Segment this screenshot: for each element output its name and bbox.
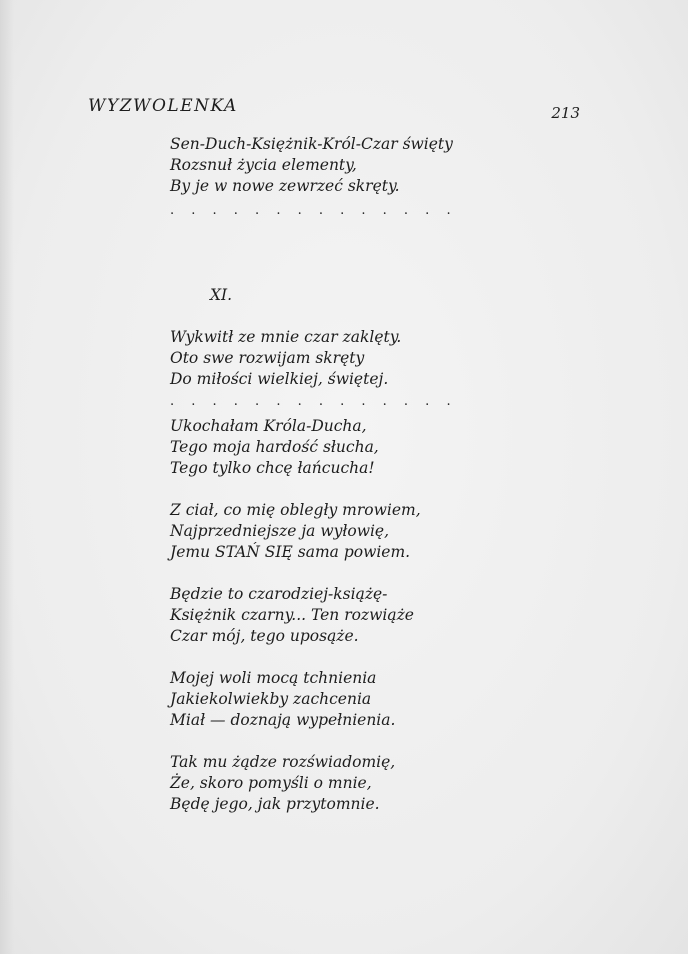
verse-line: Najprzedniejsze ja wyłowię, bbox=[170, 522, 390, 540]
verse-line: Tego moja hardość słucha, bbox=[170, 438, 379, 456]
stanza-1 bbox=[170, 134, 470, 197]
gutter-shadow bbox=[0, 0, 14, 954]
stanza-6 bbox=[170, 668, 470, 731]
verse-line: Wykwitł ze mnie czar zaklęty. bbox=[170, 328, 402, 346]
verse-line: Że, skoro pomyśli o mnie, bbox=[170, 774, 372, 792]
page-number: 213 bbox=[551, 104, 580, 122]
verse-line: By je w nowe zewrzeć skręty. bbox=[170, 177, 400, 195]
ellipsis-line: . . . . . . . . . . . . . . bbox=[170, 394, 458, 409]
stanza-7 bbox=[170, 752, 470, 815]
verse-line: Mojej woli mocą tchnienia bbox=[170, 669, 377, 687]
ellipsis-line: . . . . . . . . . . . . . . bbox=[170, 203, 458, 218]
verse-line: Ukochałam Króla-Ducha, bbox=[170, 417, 367, 435]
verse-line: Tego tylko chcę łańcucha! bbox=[170, 459, 375, 477]
poem-text bbox=[170, 134, 470, 815]
verse-line: Oto swe rozwijam skręty bbox=[170, 349, 365, 367]
verse-line: Jemu STAŃ SIĘ sama powiem. bbox=[170, 543, 411, 561]
verse-line: Do miłości wielkiej, świętej. bbox=[170, 370, 389, 388]
stanza-2 bbox=[170, 327, 470, 390]
verse-line: Będę jego, jak przytomnie. bbox=[170, 795, 380, 813]
verse-line: Rozsnuł życia elementy, bbox=[170, 156, 357, 174]
verse-line: Z ciał, co mię obległy mrowiem, bbox=[170, 501, 421, 519]
verse-line: Jakiekolwiekby zachcenia bbox=[170, 690, 372, 708]
running-title: WYZWOLENKA bbox=[88, 96, 238, 116]
stanza-3 bbox=[170, 416, 470, 479]
verse-line: Miał — doznają wypełnienia. bbox=[170, 711, 396, 729]
verse-line: Tak mu żądze rozświadomię, bbox=[170, 753, 396, 771]
verse-line: Księżnik czarny... Ten rozwiąże bbox=[170, 606, 414, 624]
verse-line: Będzie to czarodziej-książę- bbox=[170, 585, 388, 603]
stanza-5 bbox=[170, 584, 470, 647]
verse-line: Sen-Duch-Księżnik-Król-Czar święty bbox=[170, 135, 453, 153]
section-number: XI. bbox=[210, 286, 233, 304]
stanza-4 bbox=[170, 500, 470, 563]
verse-line: Czar mój, tego uposąże. bbox=[170, 627, 359, 645]
page-header bbox=[88, 96, 580, 124]
